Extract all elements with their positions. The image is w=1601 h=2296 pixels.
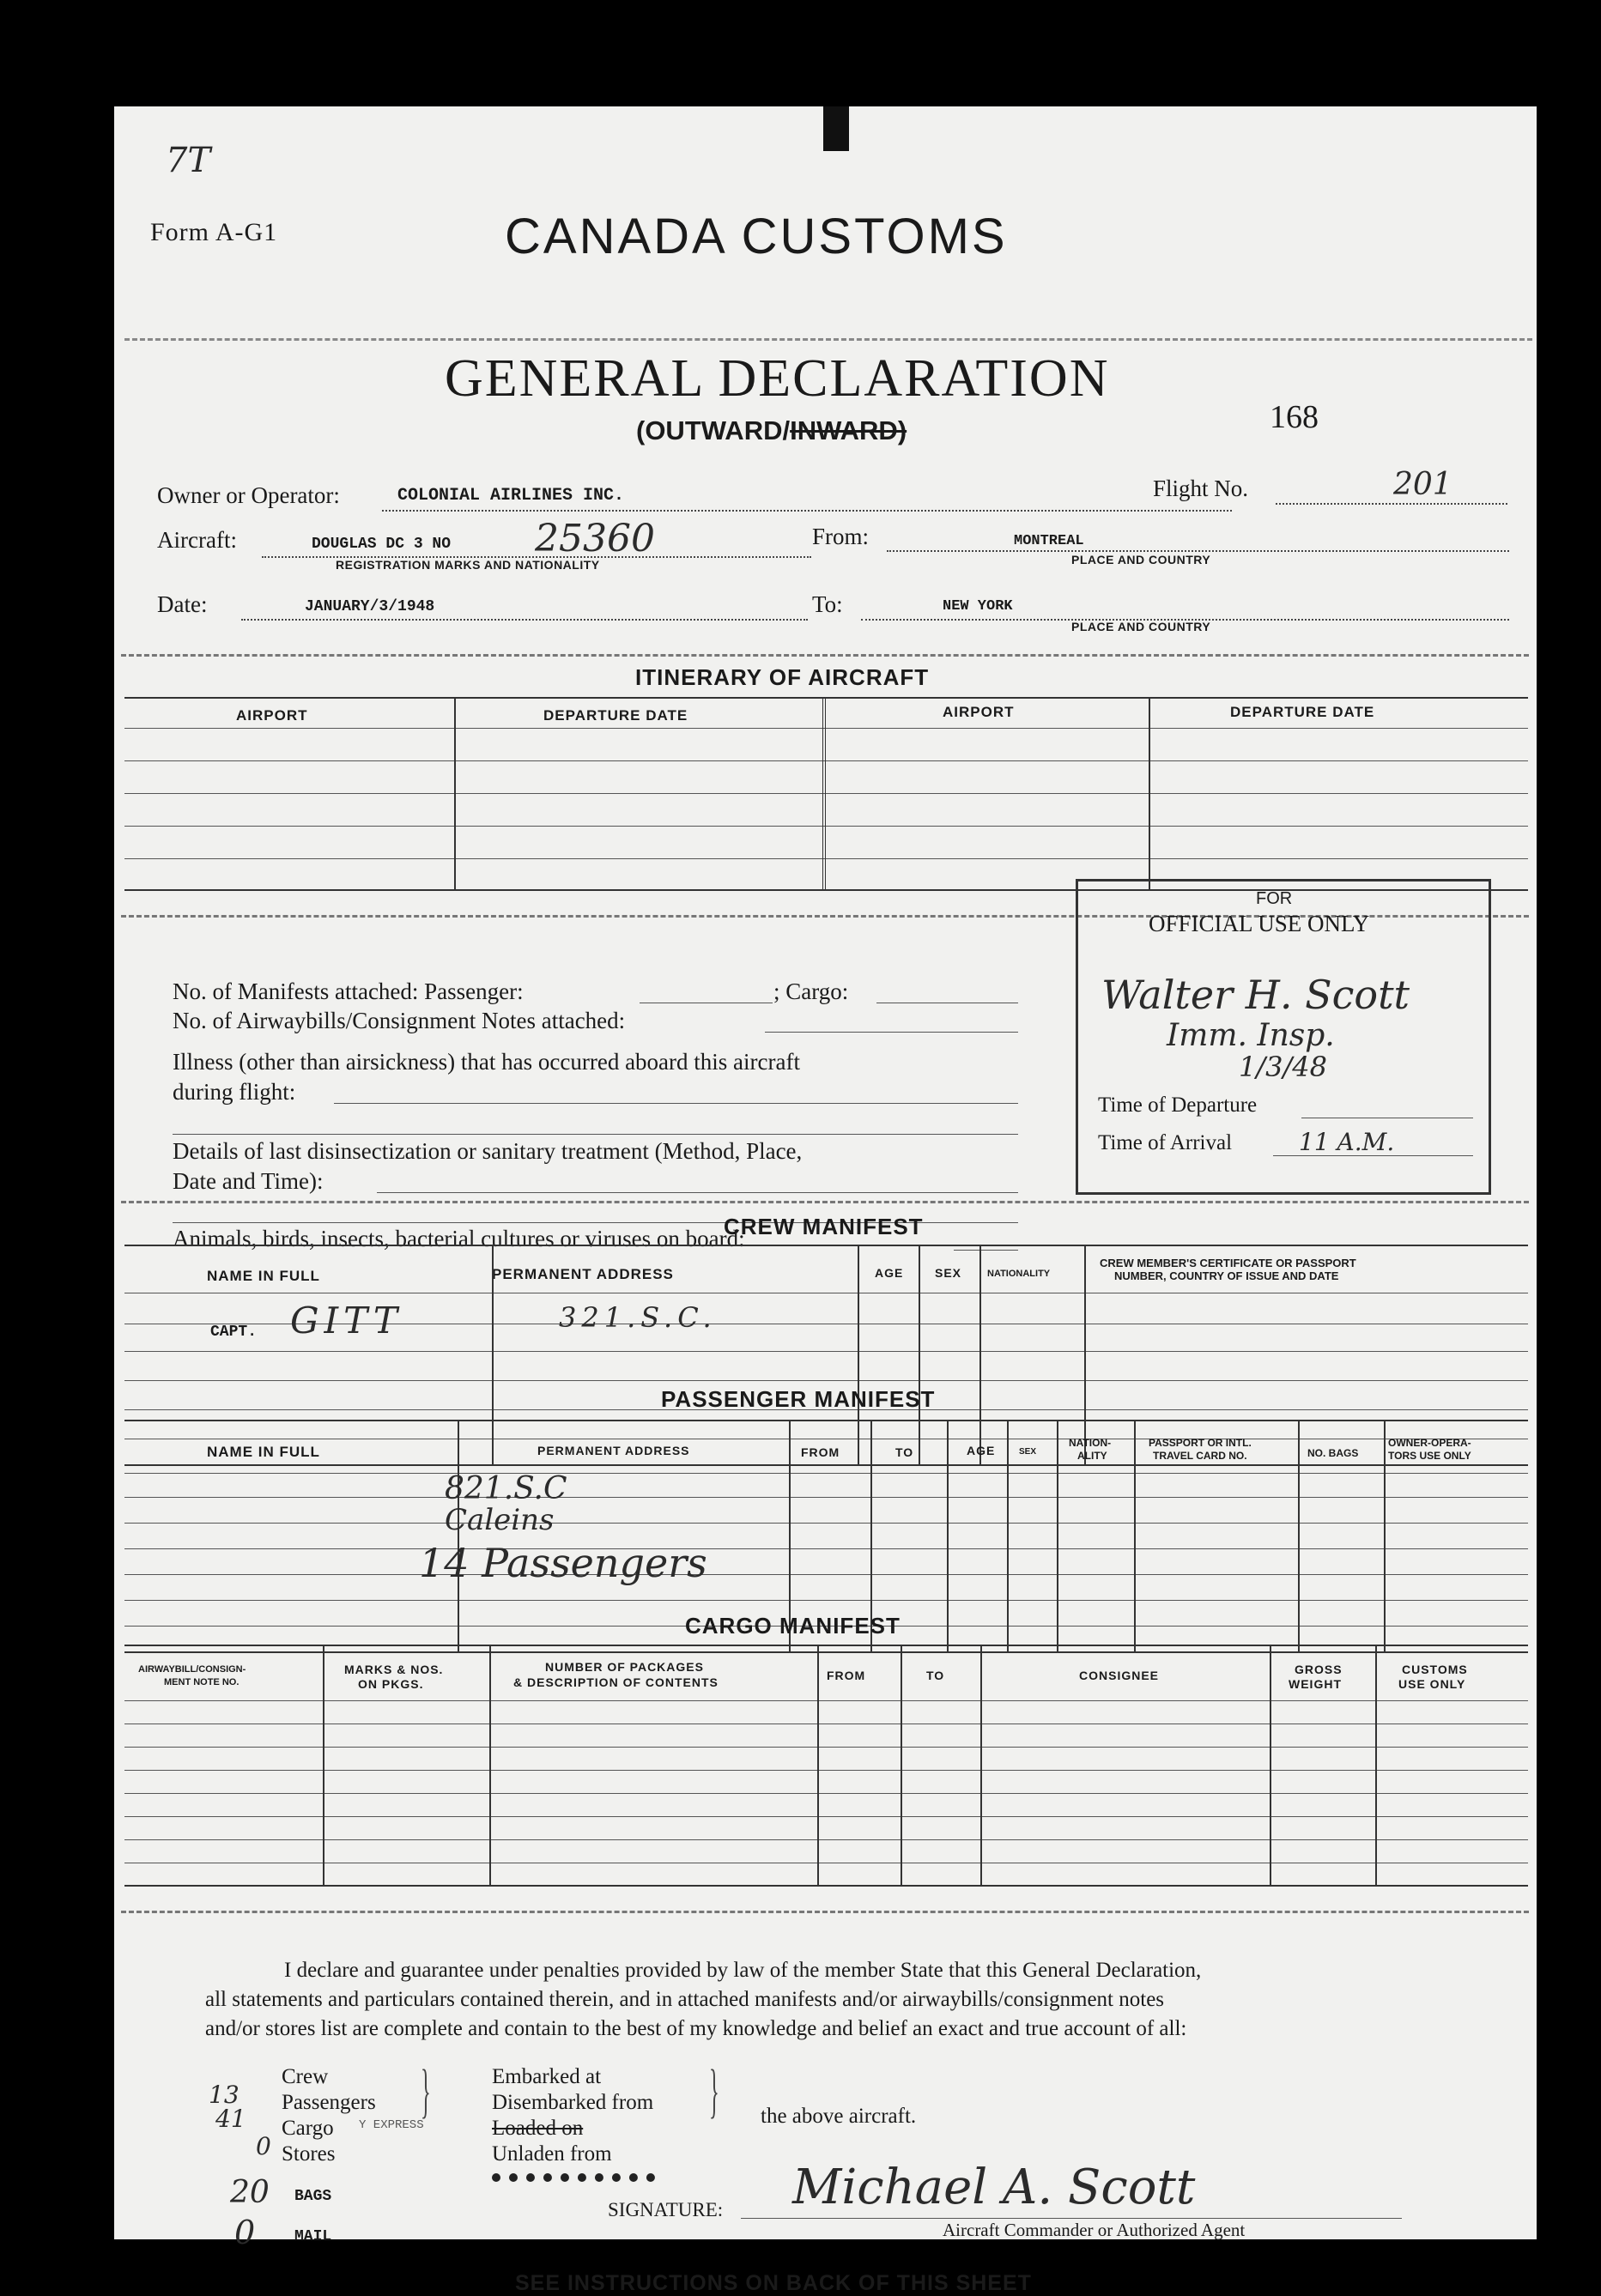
itinerary-divider xyxy=(121,654,1529,657)
declaration-line-2: all statements and particulars contained therein, and in attached manifests and/or airwaybills/consignment notes xyxy=(205,1988,1165,2011)
illness-question-2: during flight: xyxy=(173,1079,296,1105)
crew-col-age: AGE xyxy=(875,1266,904,1280)
itinerary-rule xyxy=(124,728,1528,729)
doc-number: 168 xyxy=(1270,399,1319,435)
crew-col-divider xyxy=(858,1245,859,1464)
inspector-date: 1/3/48 xyxy=(1239,1051,1327,1083)
passenger-col-sex: SEX xyxy=(1019,1447,1037,1457)
from-caption: PLACE AND COUNTRY xyxy=(1071,553,1211,566)
cargo-rule xyxy=(124,1747,1528,1748)
aircraft-label: Aircraft: xyxy=(157,527,237,553)
passenger-rule xyxy=(124,1574,1528,1575)
passenger-note-2: Caleins xyxy=(445,1503,555,1537)
cargo-col-divider xyxy=(901,1645,902,1885)
aircraft-registration: 25360 xyxy=(535,517,655,560)
commander-signature: Michael A. Scott xyxy=(792,2160,1196,2215)
passenger-col-divider xyxy=(1007,1420,1009,1651)
declaration-line-1: I declare and guarantee under penalties provided by law of the member State that this General Declaration, xyxy=(284,1959,1202,1982)
date-label: Date: xyxy=(157,591,208,617)
itinerary-col-divider xyxy=(454,697,456,889)
cargo-rule xyxy=(124,1816,1528,1817)
cargo-title: CARGO MANIFEST xyxy=(685,1613,901,1639)
list-passengers: Passengers xyxy=(282,2091,376,2114)
cargo-col-from: FROM xyxy=(827,1669,866,1682)
flight-label: Flight No. xyxy=(1153,476,1249,501)
cargo-col-divider xyxy=(489,1645,491,1885)
disinsect-question: Details of last disinsectization or sanitary treatment (Method, Place, xyxy=(173,1138,803,1164)
cargo-col-packages-2: & DESCRIPTION OF CONTENTS xyxy=(513,1675,719,1689)
manifests-question: No. of Manifests attached: Passenger: xyxy=(173,978,524,1004)
crew-rule xyxy=(124,1380,1528,1381)
passenger-col-nationality: NATION- xyxy=(1069,1437,1112,1449)
owner-line xyxy=(382,510,1232,512)
note-mail-count: 0 xyxy=(234,2214,256,2251)
struck-out-text xyxy=(492,2173,655,2190)
note-passenger-count: 41 xyxy=(215,2105,246,2133)
crew-col-address: PERMANENT ADDRESS xyxy=(492,1266,674,1282)
crew-rule xyxy=(124,1351,1528,1352)
from-value: MONTREAL xyxy=(1014,533,1084,549)
cargo-col-divider xyxy=(1270,1645,1271,1885)
passenger-rule xyxy=(124,1497,1528,1498)
passenger-top-rule xyxy=(124,1420,1528,1421)
crew-col-certificate: CREW MEMBER'S CERTIFICATE OR PASSPORT xyxy=(1100,1257,1356,1269)
signature-caption: Aircraft Commander or Authorized Agent xyxy=(943,2220,1246,2240)
cargo-col-divider xyxy=(980,1645,982,1885)
passenger-col-nationality-2: ALITY xyxy=(1077,1450,1107,1462)
declaration-line-3: and/or stores list are complete and contain to the best of my knowledge and belief an exact and true account of all: xyxy=(205,2017,1187,2040)
cargo-col-to: TO xyxy=(926,1669,945,1682)
itinerary-col-departure-2: DEPARTURE DATE xyxy=(1230,704,1375,720)
passenger-col-divider xyxy=(947,1420,949,1651)
passenger-col-owner-2: TORS USE ONLY xyxy=(1388,1450,1471,1462)
cargo-col-packages: NUMBER OF PACKAGES xyxy=(545,1660,704,1674)
crew-col-certificate-2: NUMBER, COUNTRY OF ISSUE AND DATE xyxy=(1114,1269,1339,1282)
airwaybills-question: No. of Airwaybills/Consignment Notes attached: xyxy=(173,1008,626,1033)
form-subtitle xyxy=(636,415,907,446)
agency-title: CANADA CUSTOMS xyxy=(505,209,1008,264)
official-for: FOR xyxy=(1256,889,1293,908)
signature-label: SIGNATURE: xyxy=(608,2199,724,2220)
note-cargo-count: 0 xyxy=(256,2132,271,2160)
crew-top-rule xyxy=(124,1245,1528,1246)
list-crew: Crew xyxy=(282,2065,329,2088)
passenger-col-passport-2: TRAVEL CARD NO. xyxy=(1153,1450,1247,1462)
loaded-on: Loaded on xyxy=(492,2117,584,2140)
staple-mark xyxy=(823,106,849,151)
form-sheet xyxy=(114,106,1537,2295)
above-aircraft: the above aircraft. xyxy=(761,2105,917,2128)
itinerary-col-divider xyxy=(1149,697,1150,889)
back-instructions: SEE INSTRUCTIONS ON BACK OF THIS SHEET xyxy=(515,2271,1032,2295)
itinerary-col-departure-1: DEPARTURE DATE xyxy=(543,707,688,724)
form-title: GENERAL DECLARATION xyxy=(445,349,1110,408)
passenger-col-owner: OWNER-OPERA- xyxy=(1388,1437,1471,1449)
date-value: JANUARY/3/1948 xyxy=(305,598,435,615)
inspector-title: Imm. Insp. xyxy=(1167,1018,1335,1053)
crew-divider xyxy=(121,1201,1529,1203)
arrival-time-value: 11 A.M. xyxy=(1299,1128,1395,1156)
crew-title: CREW MANIFEST xyxy=(724,1214,924,1239)
passenger-col-address: PERMANENT ADDRESS xyxy=(537,1444,690,1457)
cargo-rule xyxy=(124,1700,1528,1701)
flight-value: 201 xyxy=(1393,467,1452,502)
to-label: To: xyxy=(812,591,843,617)
cargo-rule xyxy=(124,1839,1528,1840)
cargo-top-rule xyxy=(124,1645,1528,1646)
cargo-col-airwaybill-2: MENT NOTE NO. xyxy=(164,1677,240,1687)
airwaybills-line xyxy=(765,1032,1018,1033)
cargo-col-airwaybill: AIRWAYBILL/CONSIGN- xyxy=(138,1664,246,1675)
unladen-from: Unladen from xyxy=(492,2142,612,2166)
cargo-col-divider xyxy=(323,1645,324,1885)
official-title: OFFICIAL USE ONLY xyxy=(1149,911,1370,936)
passenger-col-from: FROM xyxy=(801,1445,840,1459)
passenger-rule xyxy=(124,1600,1528,1601)
crew-col-divider xyxy=(1084,1245,1086,1464)
crew-row-name: GITT xyxy=(290,1299,403,1342)
illness-line xyxy=(334,1103,1018,1104)
passenger-rule xyxy=(124,1523,1528,1524)
crew-row-prefix: CAPT. xyxy=(210,1324,258,1341)
owner-value: COLONIAL AIRLINES INC. xyxy=(397,486,625,506)
cargo-col-marks: MARKS & NOS. xyxy=(344,1663,444,1676)
itinerary-col-divider xyxy=(822,697,826,889)
flight-line xyxy=(1276,503,1507,505)
passenger-rule xyxy=(124,1548,1528,1549)
crew-row-address: 321.S.C. xyxy=(559,1301,717,1334)
itinerary-top-rule xyxy=(124,697,1528,699)
departure-time-label: Time of Departure xyxy=(1098,1093,1258,1117)
cargo-col-divider xyxy=(817,1645,819,1885)
crew-col-nationality: NATIONALITY xyxy=(987,1269,1051,1279)
cargo-col-marks-2: ON PKGS. xyxy=(358,1677,424,1691)
to-caption: PLACE AND COUNTRY xyxy=(1071,620,1211,633)
outward-label: (OUTWARD xyxy=(636,415,783,445)
animals-line xyxy=(954,1250,1018,1251)
crew-col-divider xyxy=(979,1245,981,1464)
passenger-col-to: TO xyxy=(895,1445,914,1459)
passenger-bottom-rule xyxy=(124,1651,1528,1653)
itinerary-col-airport-2: AIRPORT xyxy=(943,704,1015,720)
animals-question: Animals, birds, insects, bacterial cultures or viruses on board: xyxy=(173,1226,745,1251)
note-mail: MAIL xyxy=(294,2228,332,2245)
aircraft-caption: REGISTRATION MARKS AND NATIONALITY xyxy=(336,558,600,572)
tear-line xyxy=(124,338,1532,341)
inward-label: INWARD) xyxy=(790,415,907,445)
form-id: Form A-G1 xyxy=(150,218,278,246)
cargo-col-gross: GROSS xyxy=(1295,1663,1343,1676)
crew-bottom-rule xyxy=(124,1464,1528,1466)
subtitle-slash: / xyxy=(782,415,791,445)
from-line xyxy=(887,550,1509,552)
disembarked-from: Disembarked from xyxy=(492,2091,654,2114)
note-crew-count: 13 xyxy=(209,2081,240,2109)
list-stores: Stores xyxy=(282,2142,336,2166)
passenger-col-passport: PASSPORT OR INTL. xyxy=(1149,1437,1252,1449)
cargo-col-divider xyxy=(1375,1645,1377,1885)
list-cargo: Cargo xyxy=(282,2117,334,2140)
disinsect-line xyxy=(377,1192,1018,1193)
passenger-col-divider xyxy=(1298,1420,1300,1651)
crew-col-sex: SEX xyxy=(935,1266,962,1280)
cargo-col-customs-2: USE ONLY xyxy=(1398,1677,1466,1691)
cargo-col-weight: WEIGHT xyxy=(1289,1677,1342,1691)
illness-question: Illness (other than airsickness) that has occurred aboard this aircraft xyxy=(173,1049,800,1075)
passenger-col-age: AGE xyxy=(967,1444,996,1457)
illness-line-2 xyxy=(173,1134,1018,1135)
itinerary-rule xyxy=(124,760,1528,761)
right-brace: } xyxy=(709,2058,719,2124)
crew-col-divider xyxy=(492,1245,494,1464)
passenger-note-1: 821.S.C xyxy=(445,1471,567,1506)
cargo-bottom-rule xyxy=(124,1885,1528,1887)
passenger-col-divider xyxy=(1134,1420,1136,1651)
passenger-col-divider xyxy=(1384,1420,1386,1651)
arrival-time-label: Time of Arrival xyxy=(1098,1131,1233,1154)
cargo-col-customs: CUSTOMS xyxy=(1402,1663,1468,1676)
cargo-question: ; Cargo: xyxy=(773,978,849,1004)
declaration-divider xyxy=(121,1911,1529,1913)
note-bags: BAGS xyxy=(294,2188,332,2205)
passenger-title: PASSENGER MANIFEST xyxy=(661,1386,936,1412)
passenger-rule xyxy=(124,1473,1528,1474)
crew-col-name: NAME IN FULL xyxy=(207,1268,320,1284)
cargo-col-consignee: CONSIGNEE xyxy=(1079,1669,1160,1682)
itinerary-title: ITINERARY OF AIRCRAFT xyxy=(635,664,930,690)
passenger-col-divider xyxy=(1057,1420,1058,1651)
disinsect-question-2: Date and Time): xyxy=(173,1168,324,1194)
to-value: NEW YORK xyxy=(943,598,1013,615)
itinerary-rule xyxy=(124,793,1528,794)
date-line xyxy=(241,619,808,621)
inspector-signature: Walter H. Scott xyxy=(1101,972,1410,1018)
from-label: From: xyxy=(812,524,870,549)
note-bags-count: 20 xyxy=(230,2175,270,2210)
passenger-col-name: NAME IN FULL xyxy=(207,1444,320,1460)
corner-mark: 7T xyxy=(166,141,211,180)
note-express: Y EXPRESS xyxy=(359,2118,424,2132)
embarked-at: Embarked at xyxy=(492,2065,602,2088)
aircraft-typed: DOUGLAS DC 3 NO xyxy=(312,536,452,553)
passenger-col-bags: NO. BAGS xyxy=(1307,1447,1359,1459)
itinerary-rule xyxy=(124,826,1528,827)
cargo-rule xyxy=(124,1793,1528,1794)
signature-line xyxy=(741,2218,1402,2219)
owner-label: Owner or Operator: xyxy=(157,482,340,508)
passenger-note-3: 14 Passengers xyxy=(419,1540,707,1586)
itinerary-rule xyxy=(124,858,1528,859)
itinerary-col-airport-1: AIRPORT xyxy=(236,707,308,724)
left-brace: } xyxy=(421,2058,431,2124)
crew-col-divider xyxy=(919,1245,920,1464)
cargo-rule xyxy=(124,1770,1528,1771)
